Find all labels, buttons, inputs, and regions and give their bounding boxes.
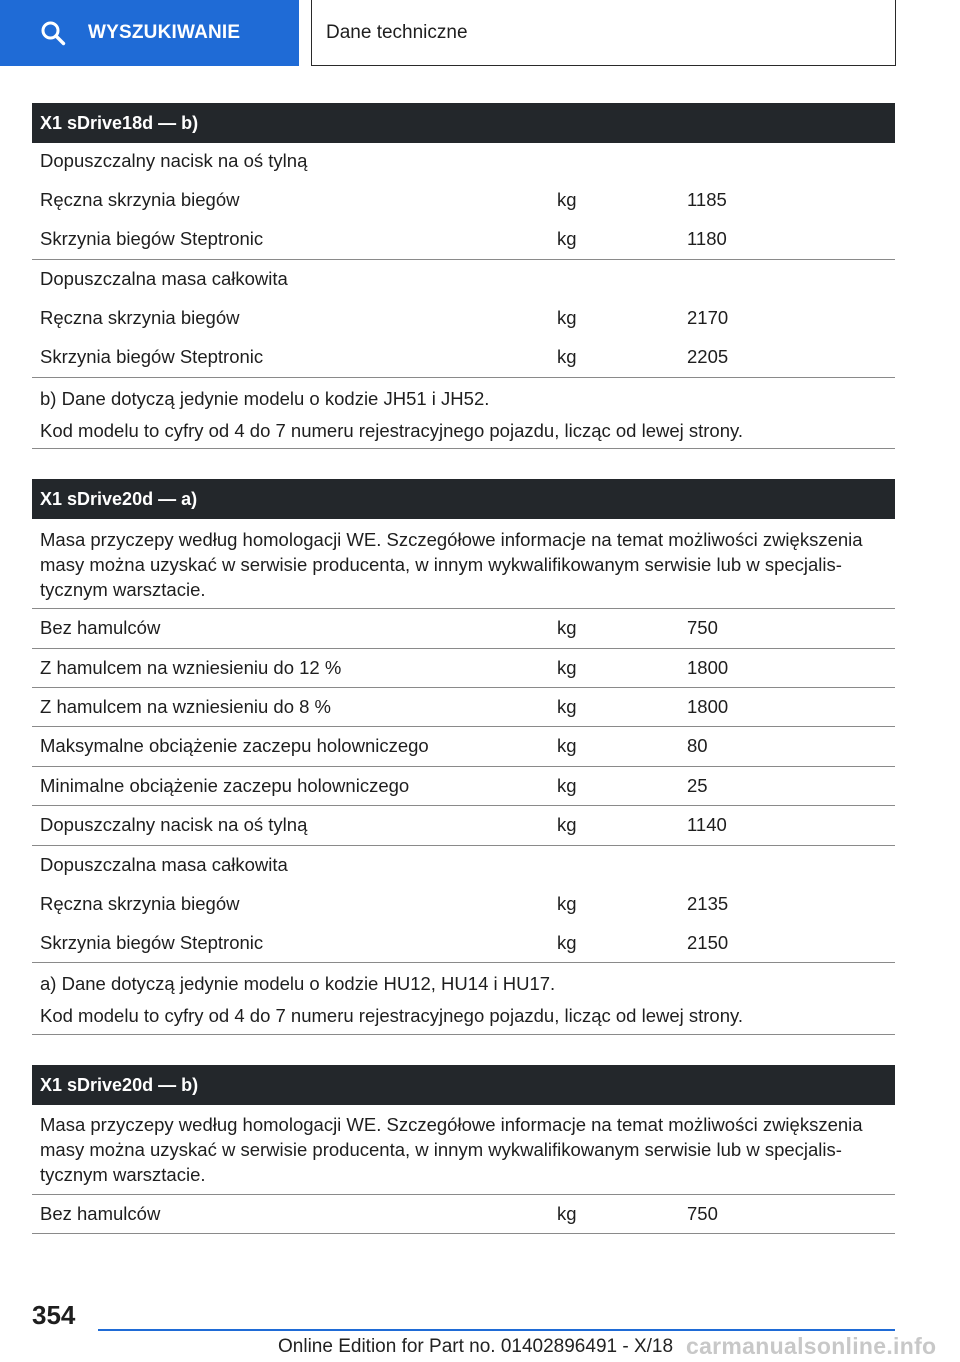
row-divider (32, 1034, 895, 1035)
row-value: 1140 (687, 814, 727, 835)
row-label: Dopuszczalny nacisk na oś tylną (40, 814, 308, 835)
row-value: 750 (687, 617, 718, 638)
row-value: 80 (687, 735, 708, 756)
row-unit: kg (557, 1203, 577, 1224)
table-row (32, 609, 895, 648)
table-row (32, 806, 895, 845)
intro-line: tycznym warsztacie. (40, 579, 206, 600)
row-label: Skrzynia biegów Steptronic (40, 346, 264, 367)
row-label: Skrzynia biegów Steptronic (40, 228, 264, 249)
footnote: Kod modelu to cyfry od 4 do 7 numeru rejestracyjnego pojazdu, licząc od lewej strony. (40, 1005, 744, 1026)
row-unit: kg (557, 189, 577, 210)
row-unit: kg (557, 346, 577, 367)
row-unit: kg (557, 657, 577, 678)
top-bar (0, 0, 960, 66)
row-label: Bez hamulców (40, 617, 161, 638)
intro-line: tycznym warsztacie. (40, 1164, 206, 1185)
row-value: 1185 (687, 189, 727, 210)
table-row (32, 220, 895, 259)
row-value: 2150 (687, 932, 729, 953)
intro-line: Masa przyczepy według homologacji WE. Szczegółowe informacje na temat możliwości zwiększenia (40, 1114, 863, 1135)
row-value: 1800 (687, 657, 729, 678)
footer-divider (98, 1329, 895, 1331)
watermark: carmanualsonline.info (686, 1333, 937, 1359)
table-row (32, 924, 895, 963)
table-row (32, 649, 895, 688)
section-header (32, 1065, 895, 1105)
row-unit: kg (557, 307, 577, 328)
search-icon (40, 20, 66, 46)
row-divider (32, 448, 895, 449)
table-row (32, 181, 895, 220)
row-label: Dopuszczalny nacisk na oś tylną (40, 150, 308, 171)
row-label: Dopuszczalna masa całkowita (40, 268, 288, 289)
row-value: 25 (687, 775, 708, 796)
row-divider (32, 1233, 895, 1234)
section-header (32, 479, 895, 519)
row-label: Minimalne obciążenie zaczepu holowniczego (40, 775, 410, 796)
section-header (32, 103, 895, 143)
edition-text: Online Edition for Part no. 01402896491 - X/18 (278, 1336, 674, 1357)
row-unit: kg (557, 814, 577, 835)
page-number: 354 (32, 1300, 76, 1330)
row-value: 2205 (687, 346, 729, 367)
footnote: b) Dane dotyczą jedynie modelu o kodzie JH51 i JH52. (40, 388, 490, 409)
row-unit: kg (557, 893, 577, 914)
row-unit: kg (557, 932, 577, 953)
row-unit: kg (557, 228, 577, 249)
table-row (32, 885, 895, 924)
intro-line: masy można uzyskać w serwisie producenta, w innym wykwalifikowanym serwisie lub w specjalis- (40, 1139, 842, 1160)
row-value: 2170 (687, 307, 729, 328)
table-row (32, 688, 895, 727)
row-divider (32, 377, 895, 378)
table-row (32, 727, 895, 766)
row-value: 1800 (687, 696, 729, 717)
table-row (32, 846, 895, 885)
row-label: Ręczna skrzynia biegów (40, 307, 240, 328)
search-button-label: WYSZUKIWANIE (88, 22, 241, 43)
table-row (32, 767, 895, 806)
row-divider (32, 962, 895, 963)
search-button[interactable] (0, 0, 299, 66)
row-unit: kg (557, 735, 577, 756)
row-label: Skrzynia biegów Steptronic (40, 932, 264, 953)
row-label: Maksymalne obciążenie zaczepu holowniczego (40, 735, 429, 756)
row-label: Ręczna skrzynia biegów (40, 893, 240, 914)
section-title: Dane techniczne (326, 21, 468, 43)
table-row (32, 338, 895, 377)
row-unit: kg (557, 617, 577, 638)
section-header-title: X1 sDrive20d — a) (40, 488, 198, 509)
row-value: 750 (687, 1203, 718, 1224)
row-unit: kg (557, 775, 577, 796)
section-header-title: X1 sDrive20d — b) (40, 1074, 199, 1095)
row-label: Bez hamulców (40, 1203, 161, 1224)
row-value: 1180 (687, 228, 727, 249)
row-label: Z hamulcem na wzniesieniu do 12 % (40, 657, 342, 678)
row-label: Z hamulcem na wzniesieniu do 8 % (40, 696, 332, 717)
intro-line: Masa przyczepy według homologacji WE. Szczegółowe informacje na temat możliwości zwiększenia (40, 529, 863, 550)
row-label: Dopuszczalna masa całkowita (40, 854, 288, 875)
table-row (32, 299, 895, 338)
table-row (32, 260, 895, 299)
section-intro (40, 1112, 890, 1187)
table-row (32, 1195, 895, 1234)
footnote: Kod modelu to cyfry od 4 do 7 numeru rejestracyjnego pojazdu, licząc od lewej strony. (40, 420, 744, 441)
section-header-title: X1 sDrive18d — b) (40, 112, 199, 133)
section-intro (40, 527, 890, 602)
table-row (32, 142, 895, 181)
row-value: 2135 (687, 893, 729, 914)
footnote: a) Dane dotyczą jedynie modelu o kodzie HU12, HU14 i HU17. (40, 973, 556, 994)
row-unit: kg (557, 696, 577, 717)
section-title-box (311, 0, 896, 66)
row-label: Ręczna skrzynia biegów (40, 189, 240, 210)
intro-line: masy można uzyskać w serwisie producenta, w innym wykwalifikowanym serwisie lub w specjalis- (40, 554, 842, 575)
